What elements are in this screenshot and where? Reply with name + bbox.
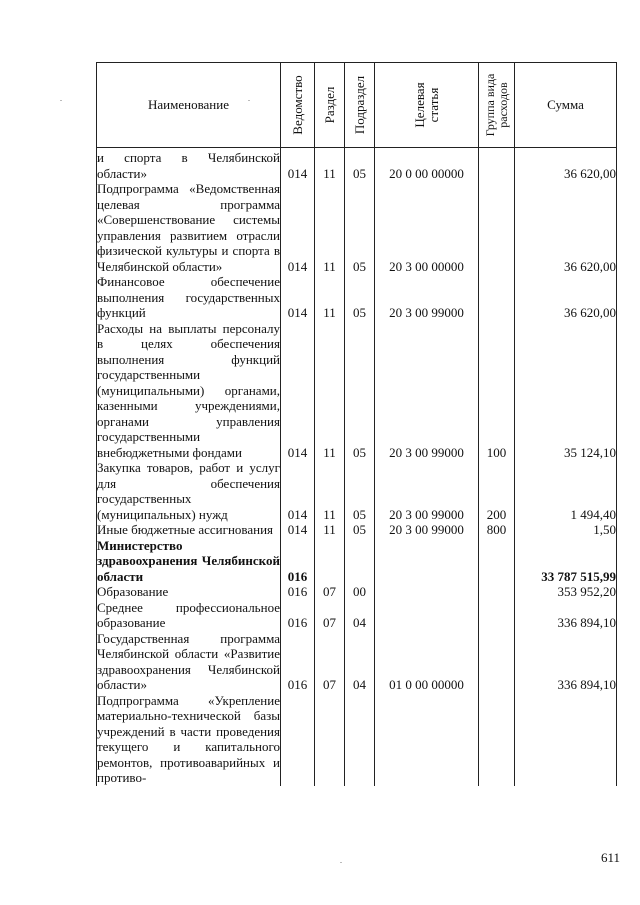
row-sum: 36 620,00: [515, 181, 617, 274]
row-vedomstvo: 014: [281, 181, 315, 274]
page-number: 611: [601, 850, 621, 865]
table-row: [97, 274, 617, 321]
row-name: Среднее профессиональное образование: [97, 599, 280, 630]
row-vedomstvo: 014: [281, 522, 315, 538]
row-razdel: 11: [315, 321, 345, 461]
table-row: [97, 181, 617, 274]
row-name: Подпрограмма «Укрепление материально-технической базы учреждений в части проведения текущего и капитального ремонтов, противоаварийных и противо-: [97, 692, 280, 785]
row-razdel: [315, 538, 345, 585]
row-expense-group: [479, 148, 515, 182]
row-name: Министерство здравоохранения Челябинской области: [97, 537, 280, 584]
header-sum: Сумма: [515, 63, 617, 148]
row-expense-group: [479, 631, 515, 693]
row-podrazdel: 05: [345, 181, 375, 274]
row-podrazdel: 04: [345, 600, 375, 631]
row-sum: 36 620,00: [515, 274, 617, 321]
header-podrazdel: Подраздел: [345, 63, 375, 148]
row-sum: 35 124,10: [515, 321, 617, 461]
row-sum: 1 494,40: [515, 460, 617, 522]
header-razdel: Раздел: [315, 63, 345, 148]
row-expense-group: [479, 584, 515, 600]
row-vedomstvo: [281, 693, 315, 786]
row-expense-group: 200: [479, 460, 515, 522]
row-razdel: 07: [315, 584, 345, 600]
row-target-article: 01 0 00 00000: [375, 631, 479, 693]
row-name: Государственная программа Челябинской области «Развитие здравоохранения Челябинской области»: [97, 630, 280, 692]
row-expense-group: [479, 693, 515, 786]
row-podrazdel: 05: [345, 522, 375, 538]
row-vedomstvo: 014: [281, 460, 315, 522]
table-row: [97, 522, 617, 538]
row-sum: 336 894,10: [515, 600, 617, 631]
row-target-article: 20 3 00 00000: [375, 181, 479, 274]
table-row: [97, 321, 617, 461]
table-row: [97, 584, 617, 600]
table-row: [97, 148, 617, 182]
row-podrazdel: [345, 538, 375, 585]
row-podrazdel: 05: [345, 321, 375, 461]
row-podrazdel: 04: [345, 631, 375, 693]
row-target-article: [375, 693, 479, 786]
row-razdel: 11: [315, 148, 345, 182]
table-row: [97, 693, 617, 786]
row-razdel: 11: [315, 274, 345, 321]
row-target-article: 20 3 00 99000: [375, 522, 479, 538]
row-podrazdel: 05: [345, 460, 375, 522]
table-header: [97, 63, 617, 148]
row-target-article: 20 0 00 00000: [375, 148, 479, 182]
row-razdel: 07: [315, 600, 345, 631]
row-vedomstvo: 016: [281, 631, 315, 693]
scan-speck: [340, 862, 342, 863]
header-target-article: Целевая статья: [375, 63, 479, 148]
row-target-article: [375, 600, 479, 631]
row-sum: 1,50: [515, 522, 617, 538]
row-podrazdel: 00: [345, 584, 375, 600]
row-target-article: 20 3 00 99000: [375, 321, 479, 461]
row-sum: 33 787 515,99: [515, 538, 617, 585]
row-razdel: 11: [315, 181, 345, 274]
row-vedomstvo: 014: [281, 148, 315, 182]
header-name: Наименование: [97, 63, 281, 148]
row-expense-group: 100: [479, 321, 515, 461]
row-vedomstvo: 016: [281, 538, 315, 585]
row-podrazdel: 05: [345, 148, 375, 182]
row-vedomstvo: 016: [281, 584, 315, 600]
row-sum: 336 894,10: [515, 631, 617, 693]
scan-speck: [60, 100, 62, 101]
header-vedomstvo: Ведомство: [281, 63, 315, 148]
table-row: [97, 631, 617, 693]
row-expense-group: [479, 538, 515, 585]
row-name: Образование: [97, 584, 281, 600]
row-name: и спорта в Челябинской области»: [97, 148, 281, 182]
row-name: Подпрограмма «Ведомственная целевая программа «Совершенствование системы управления развитием отрасли физической культуры и спорта в Челябинской области»: [97, 181, 280, 274]
row-razdel: 11: [315, 460, 345, 522]
table-row: [97, 600, 617, 631]
header-expense-group: Группа вида расходов: [479, 63, 515, 148]
row-podrazdel: [345, 693, 375, 786]
row-target-article: 20 3 00 99000: [375, 460, 479, 522]
row-sum: 353 952,20: [515, 584, 617, 600]
row-sum: 36 620,00: [515, 148, 617, 182]
row-target-article: [375, 584, 479, 600]
row-vedomstvo: 016: [281, 600, 315, 631]
row-sum: [515, 693, 617, 786]
row-expense-group: [479, 181, 515, 274]
row-vedomstvo: 014: [281, 274, 315, 321]
row-name: Расходы на выплаты персоналу в целях обеспечения выполнения функций государственными (муниципальными) органами, казенными учреждениями, органами управления государственными внебюджетными фондами: [97, 320, 280, 460]
row-vedomstvo: 014: [281, 321, 315, 461]
row-expense-group: [479, 600, 515, 631]
row-razdel: 11: [315, 522, 345, 538]
row-name: Закупка товаров, работ и услуг для обеспечения государственных (муниципальных) нужд: [97, 460, 280, 522]
row-target-article: [375, 538, 479, 585]
row-expense-group: 800: [479, 522, 515, 538]
row-name: Финансовое обеспечение выполнения государственных функций: [97, 274, 280, 320]
row-name: Иные бюджетные ассигнования: [97, 522, 281, 538]
table-row: [97, 460, 617, 522]
row-razdel: [315, 693, 345, 786]
row-razdel: 07: [315, 631, 345, 693]
table-row: [97, 538, 617, 585]
budget-table: [96, 62, 617, 786]
row-podrazdel: 05: [345, 274, 375, 321]
row-target-article: 20 3 00 99000: [375, 274, 479, 321]
table-body: [97, 148, 617, 786]
row-expense-group: [479, 274, 515, 321]
